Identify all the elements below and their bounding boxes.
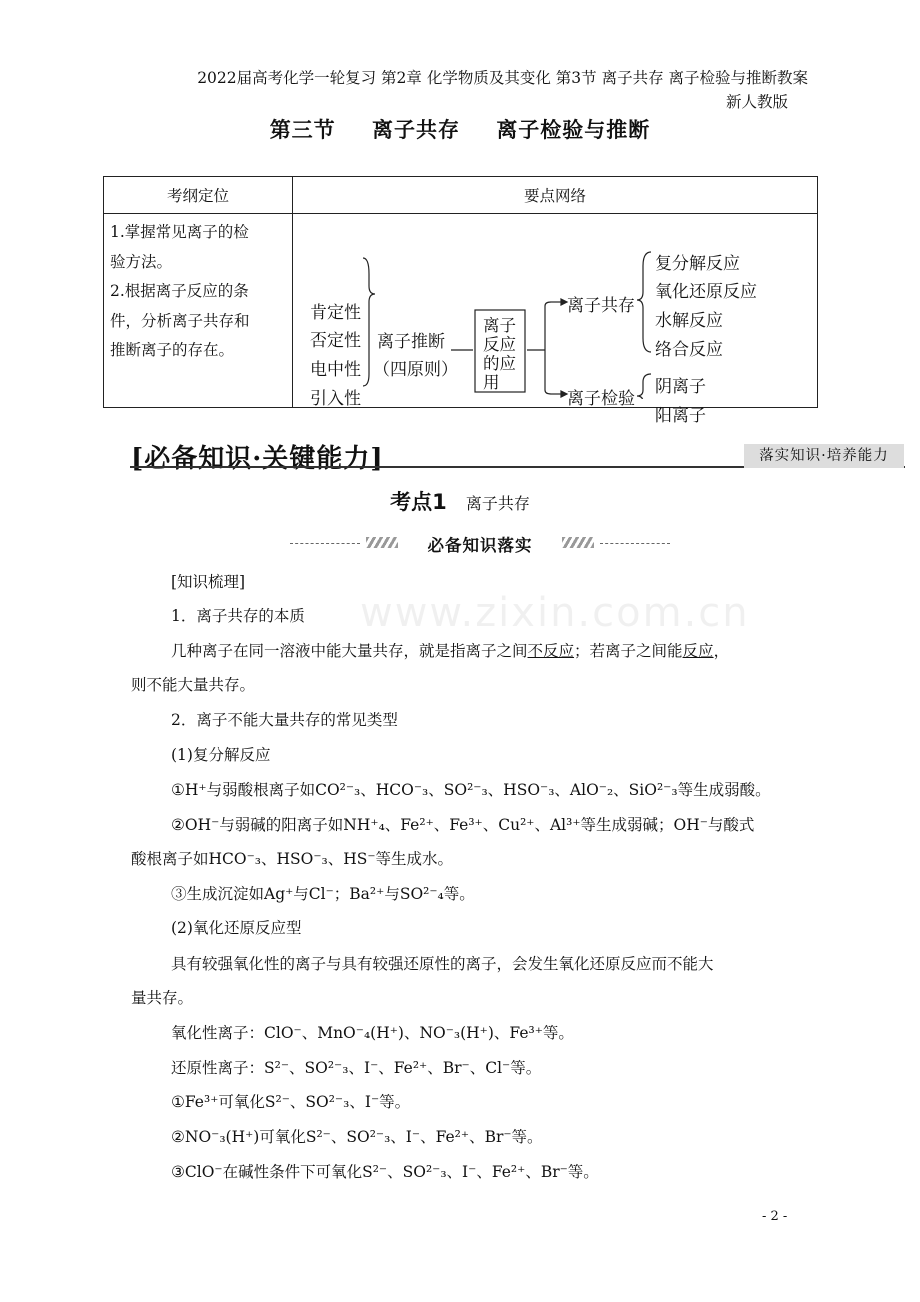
kaodian-number: 考点1 xyxy=(390,490,447,514)
table-head-left: 考纲定位 xyxy=(104,177,293,214)
divider-line xyxy=(290,543,360,544)
paragraph: (1)复分解反应 xyxy=(171,746,271,764)
paragraph: 具有较强氧化性的离子与具有较强还原性的离子，会发生氧化还原反应而不能大 xyxy=(171,955,714,973)
divider-line xyxy=(600,543,670,544)
page-number: - 2 - xyxy=(762,1209,788,1224)
detection-item: 阴离子 xyxy=(655,377,706,397)
paragraph: 量共存。 xyxy=(131,989,194,1007)
box-line: 用 xyxy=(483,373,500,392)
four-principles-label: （四原则） xyxy=(373,360,458,380)
subsection-divider xyxy=(290,534,670,555)
paragraph: ①Fe³⁺可氧化S²⁻、SO²⁻₃、I⁻等。 xyxy=(171,1093,411,1111)
paragraph: (2)氧化还原反应型 xyxy=(171,919,302,937)
principle-positive: 肯定性 xyxy=(310,303,361,323)
paragraph: ①H⁺与弱酸根离子如CO²⁻₃、HCO⁻₃、SO²⁻₃、HSO⁻₃、AlO⁻₂、SiO²⁻₃等生成弱酸。 xyxy=(171,781,771,799)
paragraph: 氧化性离子：ClO⁻、MnO⁻₄(H⁺)、NO⁻₃(H⁺)、Fe³⁺等。 xyxy=(171,1024,574,1042)
goal-line: 件，分析离子共存和 xyxy=(110,311,250,330)
divider-stripes xyxy=(562,537,594,548)
title-part2: 离子共存 xyxy=(372,118,460,142)
syllabus-table xyxy=(103,176,818,426)
paragraph xyxy=(171,639,729,663)
divider-label: 必备知识落实 xyxy=(427,536,533,555)
coexistence-item: 复分解反应 xyxy=(655,254,740,274)
principle-neutrality: 电中性 xyxy=(310,360,361,380)
paragraph: 2．离子不能大量共存的常见类型 xyxy=(171,711,398,729)
box-line: 的应 xyxy=(483,354,516,373)
coexistence-item: 氧化还原反应 xyxy=(655,282,757,302)
box-line: 离子 xyxy=(483,316,516,335)
text-run: ， xyxy=(713,642,730,660)
paragraph: 酸根离子如HCO⁻₃、HSO⁻₃、HS⁻等生成水。 xyxy=(131,850,454,868)
underlined-answer: 不反应 xyxy=(527,642,575,660)
branch-coexistence: 离子共存 xyxy=(567,296,635,316)
doc-header-line2: 新人教版 xyxy=(725,93,788,111)
paragraph: [知识梳理] xyxy=(171,573,246,591)
principle-negative: 否定性 xyxy=(310,331,361,351)
paragraph: 则不能大量共存。 xyxy=(131,676,256,694)
text-run: 几种离子在同一溶液中能大量共存，就是指离子之间 xyxy=(171,642,528,660)
paragraph: ③ClO⁻在碱性条件下可氧化S²⁻、SO²⁻₃、I⁻、Fe²⁺、Br⁻等。 xyxy=(171,1163,599,1181)
goal-line: 2.根据离子反应的条 xyxy=(110,282,249,300)
divider-stripes xyxy=(366,537,398,548)
paragraph: ③生成沉淀如Ag⁺与Cl⁻；Ba²⁺与SO²⁻₄等。 xyxy=(171,885,475,903)
box-line: 反应 xyxy=(483,335,516,354)
paragraph: 还原性离子：S²⁻、SO²⁻₃、I⁻、Fe²⁺、Br⁻、Cl⁻等。 xyxy=(171,1059,542,1077)
doc-header-line1: 2022届高考化学一轮复习 第2章 化学物质及其变化 第3节 离子共存 离子检验与推断教案 xyxy=(197,69,808,87)
goal-line: 推断离子的存在。 xyxy=(110,341,235,359)
paragraph: ②OH⁻与弱碱的阳离子如NH⁺₄、Fe²⁺、Fe³⁺、Cu²⁺、Al³⁺等生成弱碱；OH⁻与酸式 xyxy=(171,816,755,834)
principle-introduction: 引入性 xyxy=(310,389,361,409)
section-title xyxy=(0,114,920,144)
coexistence-item: 水解反应 xyxy=(655,311,723,331)
section-tag: 落实知识·培养能力 xyxy=(744,444,904,468)
text-run: ；若离子之间能 xyxy=(574,642,683,660)
syllabus-goals xyxy=(104,214,293,408)
goal-line: 1.掌握常见离子的检 xyxy=(110,223,249,241)
kaodian-heading xyxy=(0,486,920,516)
branch-detection: 离子检验 xyxy=(567,389,635,409)
section-heading: [必备知识·关键能力] xyxy=(131,444,384,474)
detection-item: 阳离子 xyxy=(655,406,706,426)
ion-inference-label: 离子推断 xyxy=(377,332,445,352)
kaodian-title: 离子共存 xyxy=(465,494,530,513)
goal-line: 验方法。 xyxy=(110,252,173,271)
watermark: www.zixin.com.cn xyxy=(360,590,750,636)
knowledge-network-cell xyxy=(293,214,818,426)
table-head-right: 要点网络 xyxy=(293,177,818,214)
paragraph: 1．离子共存的本质 xyxy=(171,607,305,625)
paragraph: ②NO⁻₃(H⁺)可氧化S²⁻、SO²⁻₃、I⁻、Fe²⁺、Br⁻等。 xyxy=(171,1128,543,1146)
title-part1: 第三节 xyxy=(269,118,336,142)
underlined-answer: 反应 xyxy=(682,642,714,660)
title-part3: 离子检验与推断 xyxy=(496,118,651,142)
coexistence-item: 络合反应 xyxy=(655,340,723,360)
